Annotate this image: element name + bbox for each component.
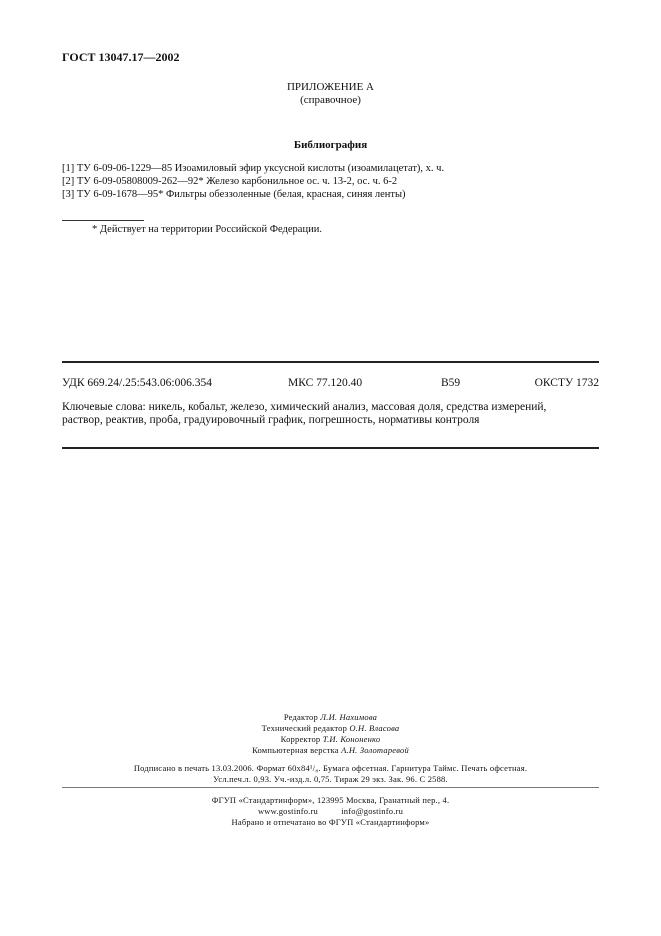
udk-code: УДК 669.24/.25:543.06:006.354 (62, 377, 212, 389)
category-code: В59 (441, 377, 461, 389)
keywords-line: Ключевые слова: никель, кобальт, железо, химический анализ, массовая доля, средства измерений, (62, 401, 547, 413)
tech-editor-credit: Технический редактор О.Н. Власова (261, 723, 400, 733)
keywords-line: раствор, реактив, проба, градуировочный график, погрешность, нормативы контроля (62, 414, 480, 426)
bibliography-item: [1] ТУ 6-09-06-1229—85 Изоамиловый эфир уксусной кислоты (изоамилацетат), х. ч. (62, 163, 445, 174)
okstu-code: ОКСТУ 1732 (534, 377, 599, 389)
keywords-bottom-rule (62, 447, 599, 449)
publisher-address: ФГУП «Стандартинформ», 123995 Москва, Гранатный пер., 4. (211, 795, 450, 805)
bibliography-item: [3] ТУ 6-09-1678—95* Фильтры обеззоленные (белая, красная, синяя ленты) (62, 189, 406, 200)
layout-credit: Компьютерная верстка А.Н. Золотаревой (252, 745, 409, 755)
classification-row (62, 377, 599, 393)
footnote: * Действует на территории Российской Федерации. (92, 224, 322, 235)
print-details: Усл.печ.л. 0,93. Уч.-изд.л. 0,75. Тираж 29 экз. Зак. 96. С 2588. (213, 774, 448, 784)
printer-note: Набрано и отпечатано во ФГУП «Стандартинформ» (231, 817, 430, 827)
mks-code: МКС 77.120.40 (288, 377, 363, 389)
publisher-contacts: www.gostinfo.ru info@gostinfo.ru (257, 806, 404, 816)
imprint-divider (62, 787, 599, 788)
document-id: ГОСТ 13047.17—2002 (62, 50, 180, 64)
appendix-subtitle: (справочное) (300, 94, 361, 106)
corrector-credit: Корректор Т.И. Кононенко (280, 734, 381, 744)
appendix-title: ПРИЛОЖЕНИЕ А (286, 81, 374, 93)
footnote-divider (62, 220, 144, 221)
bibliography-item: [2] ТУ 6-09-05808009-262—92* Железо карбонильное ос. ч. 13-2, ос. ч. 6-2 (62, 176, 398, 187)
print-details: Подписано в печать 13.03.2006. Формат 60x84¹/₈. Бумага офсетная. Гарнитура Таймс. Печать офсетная. (133, 763, 528, 773)
bibliography-title: Библиография (293, 139, 368, 151)
editor-credit: Редактор Л.И. Нахимова (283, 712, 378, 722)
classification-top-rule (62, 361, 599, 363)
